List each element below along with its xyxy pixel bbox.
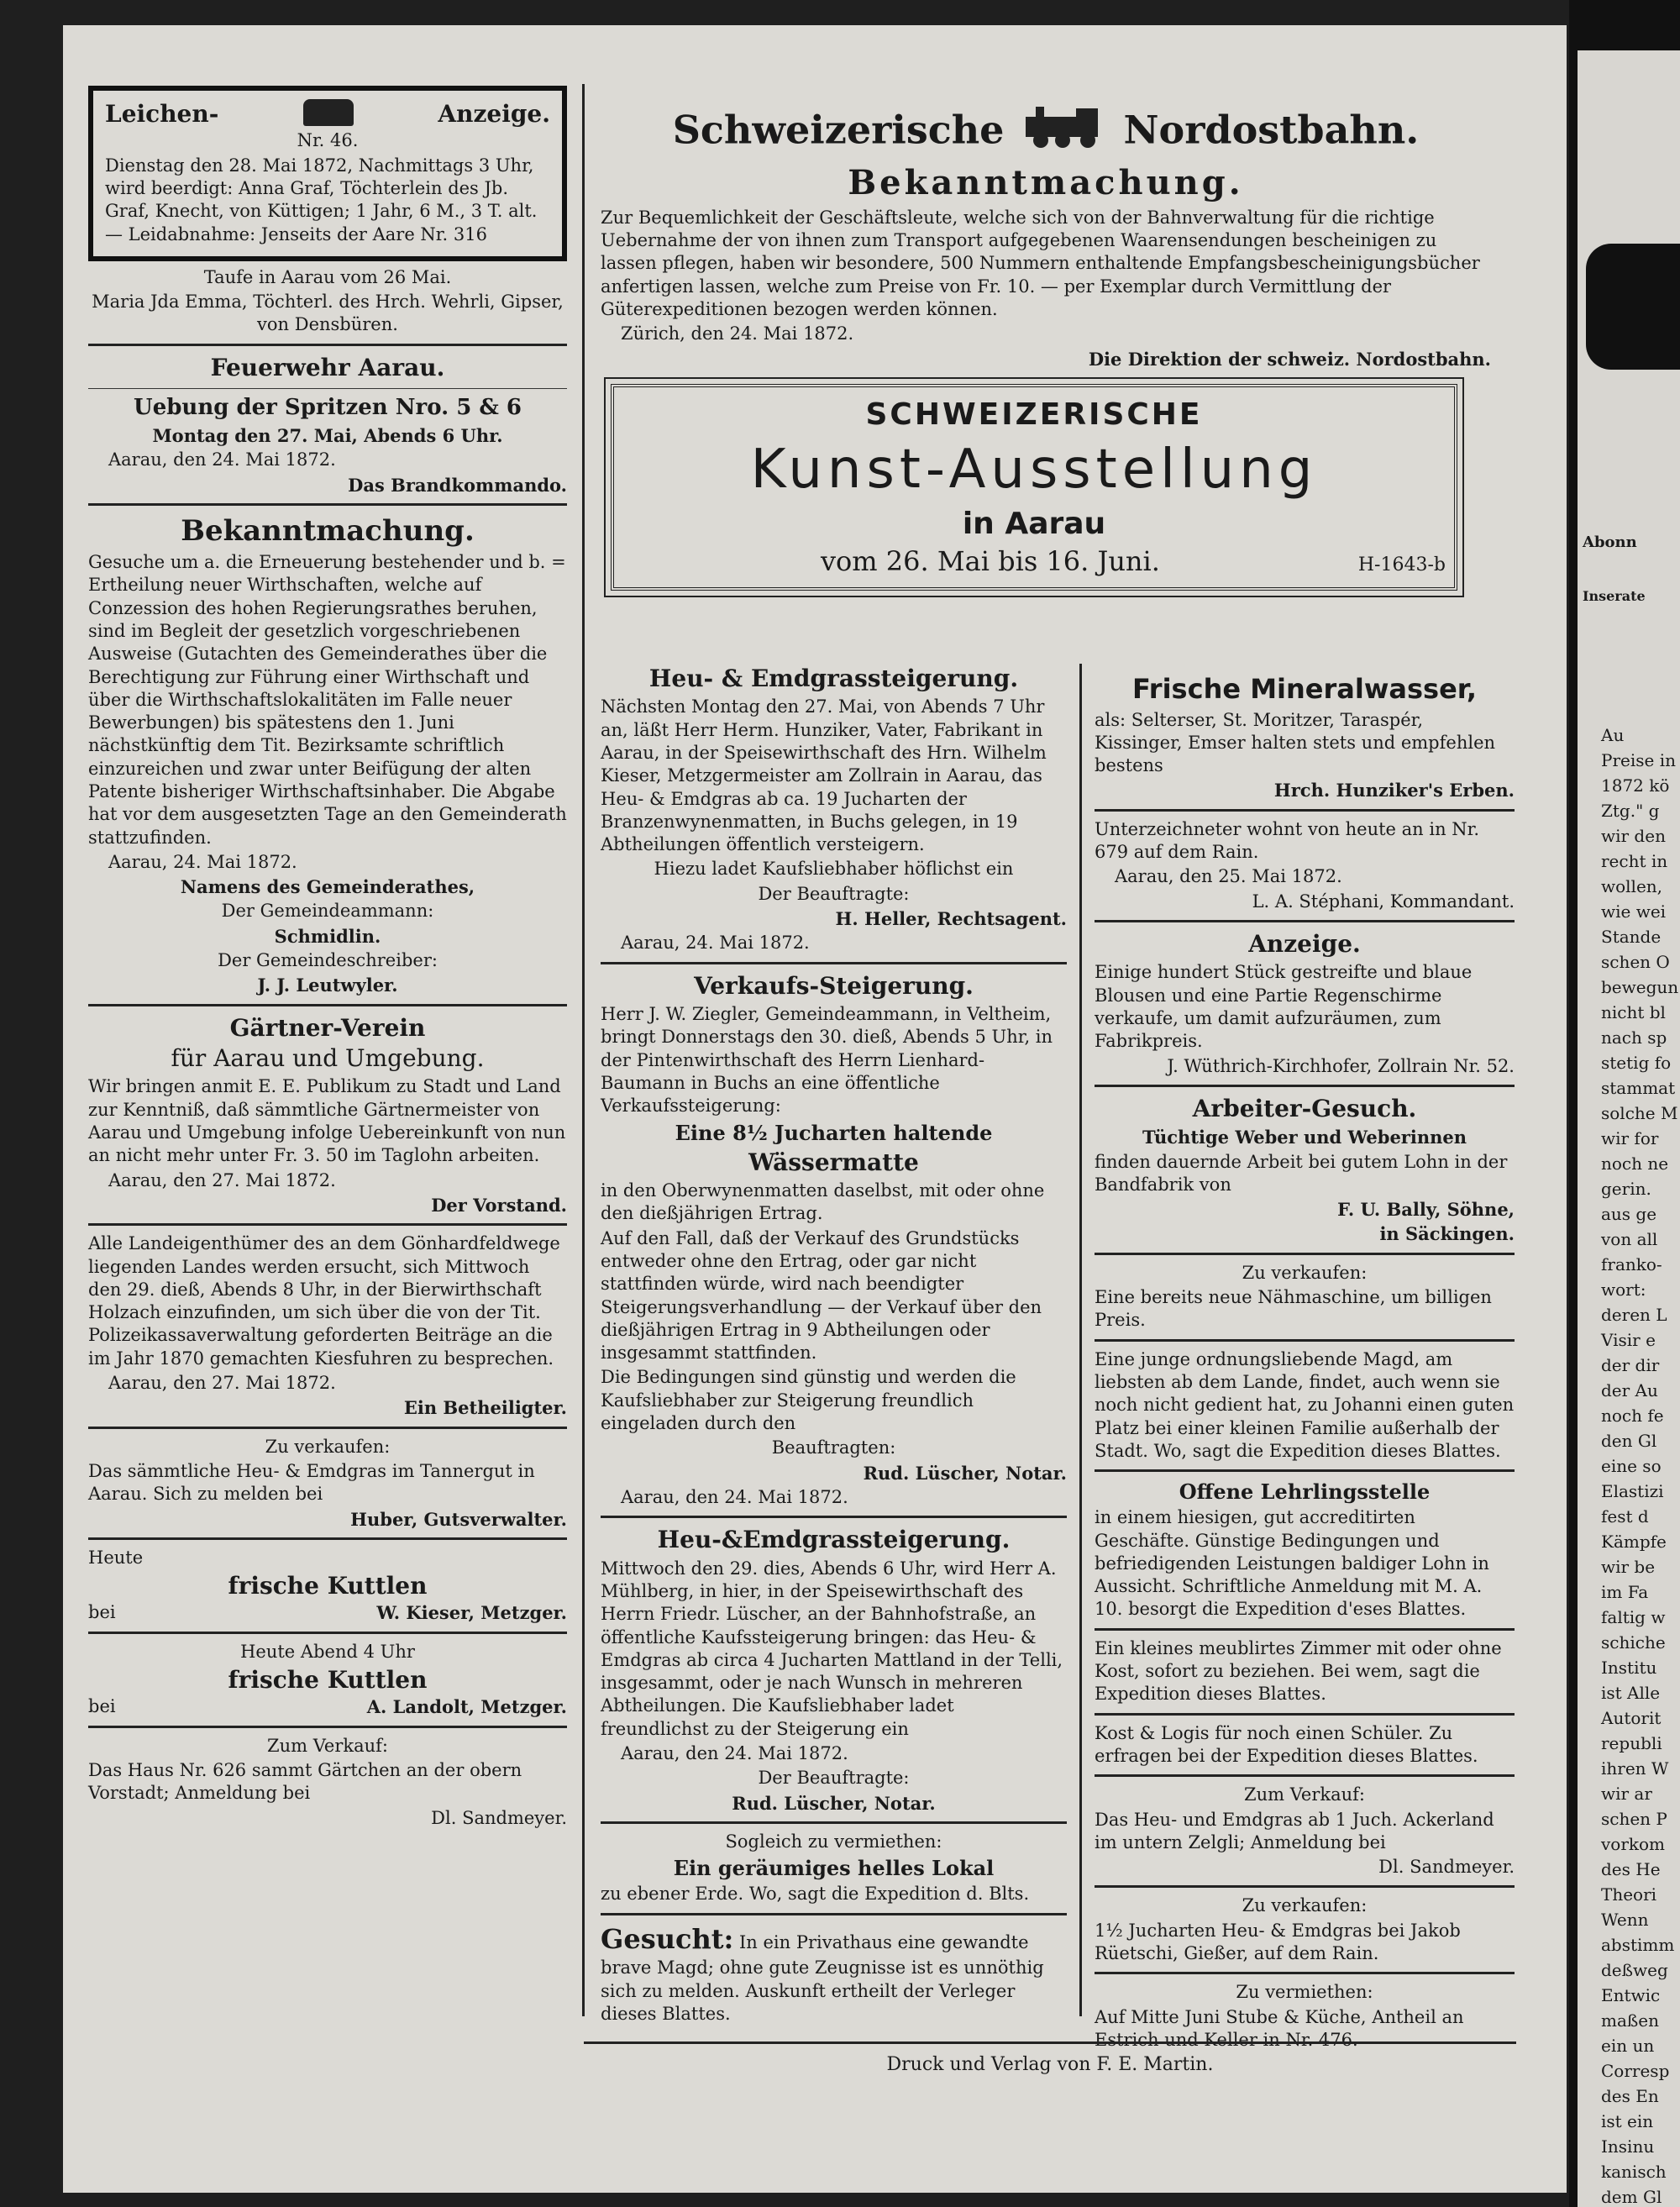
bek-n2: Der Gemeindeammann: [221, 901, 434, 922]
next-page-line: bewegun [1601, 977, 1679, 997]
verk2-sign: Dl. Sandmeyer. [1378, 1857, 1515, 1878]
next-page-line: fest d [1601, 1506, 1649, 1527]
lehr-text: in einem hiesigen, gut accreditirten Geschäfte. Günstige Bedingungen und befriedigenden Leistungen baldiger Lohn in Aussicht. Schriftliche Anmeldung mit M. A. 10. besorgt die Expedition d'eses Blattes. [1095, 1507, 1489, 1620]
next-page-line: deßweg [1601, 1960, 1668, 1980]
bek-date: Aarau, 24. Mai 1872. [108, 851, 297, 872]
next-page-line: stammat [1601, 1078, 1676, 1098]
nob-date: Zürich, den 24. Mai 1872. [621, 323, 854, 344]
lehr-title: Offene Lehrlingsstelle [1179, 1479, 1431, 1505]
anz-text: Einige hundert Stück gestreifte und blaue Blousen und eine Partie Regenschirme verkaufe, um damit aufzuräumen, zum Fabrikpreis. [1095, 962, 1473, 1052]
art-line4: vom 26. Mai bis 16. Juni. [820, 544, 1160, 577]
next-page-line: wort: [1601, 1280, 1646, 1300]
next-page-line: ist Alle [1601, 1683, 1661, 1703]
art-code: H-1643-b [1357, 554, 1446, 575]
naeh-title: Zu verkaufen: [1242, 1262, 1368, 1283]
vks-title: Verkaufs-Steigerung. [694, 971, 974, 1000]
kutt2-title: frische Kuttlen [228, 1666, 428, 1695]
next-page-line: Insinu [1601, 2136, 1655, 2157]
art-exhibition-box [611, 384, 1457, 591]
art-line1: SCHWEIZERISCHE [865, 397, 1203, 432]
next-page [1578, 50, 1680, 2207]
heu1-text: Nächsten Montag den 27. Mai, von Abends 7 Uhr an, läßt Herr Herm. Hunziker, Vater, Fabrikant in Aarau, in der Speisewirthschaft des Hrn. Wilhelm Kieser, Metzgermeister am Zollrain in Aarau, das Heu- & Emdgras ab ca. 19 Jucharten der Branzenwynenmatten, in Buchs gelegen, in 19 Abtheilungen öffentlich versteigern. [601, 696, 1047, 855]
next-page-line: schen O [1601, 952, 1670, 972]
next-page-line: des He [1601, 1859, 1661, 1879]
land-text: Alle Landeigenthümer des an dem Gönhardfeldwege liegenden Landes werden ersucht, sich Mittwoch den 29. dieß, Abends 8 Uhr, in der Bierwirthschaft Holzach einzufinden, um sich über die von der Tit. Polizeikassaverwaltung geforderten Beiträge an die im Jahr 1870 gemachten Kiesfuhren zu besprechen. [88, 1233, 560, 1369]
next-page-line: wollen, [1601, 876, 1663, 896]
next-page-line: vorkom [1601, 1834, 1666, 1854]
next-page-line: Corresp [1601, 2061, 1670, 2081]
verk1-text: Das sämmtliche Heu- & Emdgras im Tannergut in Aarau. Sich zu melden bei [88, 1460, 535, 1505]
verk2-title: Zum Verkauf: [1243, 1784, 1366, 1805]
kost-text: Kost & Logis für noch einen Schüler. Zu erfragen bei der Expedition dieses Blattes. [1095, 1722, 1478, 1766]
lokal-title: Sogleich zu vermiethen: [725, 1831, 942, 1852]
heu2-text: Mittwoch den 29. dies, Abends 6 Uhr, wird Herr A. Mühlberg, in hier, in der Speisewirthschaft des Herrn Friedr. Lüscher, an der Bahnhofstraße, an öffentliche Kaufssteigerung bringen: das Heu- & Emdgras ab circa 4 Jucharten Mattland in der Telli, insgesammt, oder je nach Wunsch in mehreren Abtheilungen. Die Kaufsliebhaber ladet freundlichst zu der Steigerung ein [601, 1558, 1063, 1739]
arb-sign2: in Säckingen. [1379, 1223, 1515, 1245]
next-page-line: Visir e [1601, 1330, 1656, 1350]
verk2-text: Das Heu- und Emdgras ab 1 Juch. Ackerland im untern Zelgli; Anmeldung bei [1095, 1809, 1494, 1852]
next-page-line: dem Gl [1601, 2187, 1662, 2207]
bek-n5: J. J. Leutwyler. [257, 975, 398, 996]
verk3-text: 1½ Jucharten Heu- & Emdgras bei Jakob Rüetschi, Gießer, auf dem Rain. [1095, 1920, 1461, 1964]
art-line3: in Aarau [962, 506, 1106, 541]
feuer-title: Feuerwehr Aarau. [210, 353, 445, 381]
vks-t3: Auf den Fall, daß der Verkauf des Grundstücks entweder ohne den Ertrag, oder gar nicht stattfinden würde, wird nach beendigter Steigerungsverhandlung — der Verkauf über den dießjährigen Ertrag in 9 Abtheilungen oder insgesammt stattfinden. [601, 1227, 1042, 1364]
column-divider [582, 84, 585, 2016]
verk3-title: Zu verkaufen: [1242, 1895, 1368, 1916]
footer-imprint: Druck und Verlag von F. E. Martin. [886, 2054, 1214, 2075]
next-page-line: wir den [1601, 826, 1666, 846]
vks-t4: Die Bedingungen sind günstig und werden die Kaufsliebhaber zur Steigerung freundlich eingeladen durch den [601, 1367, 1016, 1434]
heu2-title: Heu-&Emdgrassteigerung. [657, 1526, 1011, 1554]
heu2-t4: Rud. Lüscher, Notar. [732, 1792, 936, 1814]
gart-date: Aarau, den 27. Mai 1872. [108, 1169, 336, 1190]
haus-sign: Dl. Sandmeyer. [431, 1807, 567, 1828]
coffin-icon [303, 99, 354, 126]
next-page-line: wie wei [1601, 901, 1667, 922]
land-date: Aarau, den 27. Mai 1872. [108, 1373, 336, 1394]
feuer-date: Montag den 27. Mai, Abends 6 Uhr. [152, 424, 503, 446]
next-page-line: faltig w [1601, 1607, 1666, 1627]
next-page-line: wir be [1601, 1557, 1656, 1577]
right-column [1095, 672, 1515, 2053]
vks-t2: in den Oberwynenmatten daselbst, mit oder ohne den dießjährigen Ertrag. [601, 1180, 1045, 1224]
heu1-t2: Hiezu ladet Kaufsliebhaber höflichst ein [654, 859, 1014, 880]
next-page-line: Kämpfe [1601, 1532, 1667, 1552]
vks-t6: Rud. Lüscher, Notar. [863, 1462, 1067, 1484]
death-title-right: Anzeige. [438, 100, 550, 128]
next-page-line: aus ge [1601, 1204, 1657, 1224]
next-page-line: republi [1601, 1733, 1662, 1753]
next-page-line: solche M [1601, 1103, 1678, 1123]
stube-text: Auf Mitte Juni Stube & Küche, Antheil an Estrich und Keller in Nr. 476. [1095, 2006, 1464, 2050]
next-page-line: der dir [1601, 1355, 1660, 1375]
next-page-line: 1872 kö [1601, 775, 1670, 796]
next-page-line: wir for [1601, 1128, 1659, 1148]
bek-n3: Schmidlin. [274, 925, 381, 947]
death-text: Dienstag den 28. Mai 1872, Nachmittags 3 Uhr, wird beerdigt: Anna Graf, Töchterlein des Jb. Graf, Knecht, von Küttigen; 1 Jahr, 6 M., 3 T. alt. — Leidabnahme: Jenseits der Aare Nr. 316 [105, 155, 538, 244]
next-page-line: nicht bl [1601, 1002, 1666, 1022]
next-page-line: den Gl [1601, 1431, 1657, 1451]
vks-text: Herr J. W. Ziegler, Gemeindeammann, in Veltheim, bringt Donnerstags den 30. dieß, Abends 5 Uhr, in der Pintenwirthschaft des Herrn Lienhard-Baumann in Buchs an eine öffentliche Verkaufssteigerung: [601, 1004, 1053, 1117]
land-sign: Ein Betheiligter. [403, 1397, 567, 1419]
next-page-line: ihren W [1601, 1758, 1669, 1779]
locomotive-icon [1017, 105, 1110, 161]
death-notice [88, 86, 567, 261]
bek-text: Gesuche um a. die Erneuerung bestehender und b. = Ertheilung neuer Wirthschaften, welche auf Conzession des hohen Regierungsrathes beruhen, sind im Begleit der gesetzlich vorgeschriebenen Ausweise (Gutachten des Gemeinderathes über die Berechtigung zur Führung einer Wirthschaft und über die Wirthschaftslokalitäten im Falle neuer Bewerbungen) bis spätestens den 1. Juni nächstkünftig dem Tit. Bezirksamte schriftlich einzureichen und zwar unter Beifügung der alten Patente bisheriger Wirthschaftsinhaber. Die Abgabe hat vor dem ausgesetzten Tage an den Gemeinderath stattzufinden. [88, 552, 567, 848]
feuer-sub: Uebung der Spritzen Nro. 5 & 6 [134, 395, 522, 421]
verk1-sign: Huber, Gutsverwalter. [350, 1508, 567, 1530]
vks-date: Aarau, den 24. Mai 1872. [621, 1486, 848, 1507]
kutt1-sign: W. Kieser, Metzger. [376, 1602, 567, 1624]
anz-title: Anzeige. [1248, 929, 1361, 958]
next-page-ins: Inserate [1583, 588, 1646, 604]
arb-b1: Tüchtige Weber und Weberinnen [1142, 1127, 1467, 1148]
vks-b1: Eine 8½ Jucharten haltende [675, 1120, 993, 1145]
next-page-line: abstimm [1601, 1935, 1675, 1955]
vks-t5: Beauftragten: [771, 1437, 896, 1458]
feuer-sign: Das Brandkommando. [348, 474, 567, 496]
next-page-line: ist ein [1601, 2111, 1654, 2131]
next-page-line: von all [1601, 1229, 1658, 1249]
bek-n1: Namens des Gemeinderathes, [180, 876, 475, 898]
gart-text: Wir bringen anmit E. E. Publikum zu Stadt und Land zur Kenntniß, daß sämmtliche Gärtnermeister von Aarau und Umgebung infolge Uebereinkunft von nun an nicht mehr unter Fr. 3. 50 im Taglohn arbeiten. [88, 1076, 566, 1166]
heu1-t3: Der Beauftragte: [758, 883, 910, 904]
next-page-line: gerin. [1601, 1179, 1651, 1199]
kutt2-l1: Heute Abend 4 Uhr [240, 1641, 415, 1662]
next-page-line: ein un [1601, 2036, 1655, 2056]
death-nr: Nr. 46. [297, 130, 359, 151]
miner-title: Frische Mineralwasser, [1131, 673, 1478, 705]
next-page-abon: Abonn [1583, 533, 1637, 551]
next-page-line: recht in [1601, 851, 1668, 871]
next-page-line: Theori [1601, 1884, 1657, 1905]
verk1-title: Zu verkaufen: [265, 1436, 391, 1457]
next-page-line: Stande [1601, 927, 1662, 947]
miner-text: als: Selterser, St. Moritzer, Taraspér, Kissinger, Emser halten stets und empfehlen bestens [1095, 709, 1496, 776]
nob-title-left: Schweizerische [672, 107, 1005, 153]
heu2-date: Aarau, den 24. Mai 1872. [621, 1743, 848, 1764]
lokal-text: zu ebener Erde. Wo, sagt die Expedition d. Blts. [601, 1884, 1030, 1905]
bek-n4: Der Gemeindeschreiber: [218, 950, 438, 971]
art-line2: Kunst-Ausstellung [750, 438, 1318, 501]
next-page-line: des En [1601, 2086, 1659, 2106]
next-page-line: franko- [1601, 1254, 1662, 1274]
gart-title: Gärtner-Verein [229, 1013, 426, 1042]
kutt2-sign: A. Landolt, Metzger. [366, 1696, 567, 1718]
kutt1-bei: bei [88, 1602, 116, 1623]
next-page-line: wir ar [1601, 1784, 1652, 1804]
next-page-line: im Fa [1601, 1582, 1649, 1602]
next-page-line: Au [1601, 725, 1625, 745]
next-page-line: Preise in [1601, 750, 1676, 770]
next-page-line: der Au [1601, 1380, 1658, 1400]
stube-title: Zu vermiethen: [1236, 1982, 1373, 2003]
arb-title: Arbeiter-Gesuch. [1192, 1094, 1417, 1122]
bek-title: Bekanntmachung. [181, 513, 475, 548]
next-page-line: noch fe [1601, 1406, 1664, 1426]
gesucht-text: In ein Privathaus eine gewandte brave Magd; ohne gute Zeugnisse ist es unnöthig sich zu melden. Auskunft ertheilt der Verleger dieses Blattes. [601, 1931, 1044, 2024]
zimmer-text: Ein kleines meublirtes Zimmer mit oder ohne Kost, sofort zu beziehen. Bei wem, sagt die Expedition dieses Blattes. [1095, 1637, 1502, 1705]
arb-sign: F. U. Bally, Söhne, [1337, 1199, 1515, 1221]
next-page-line: Elastizi [1601, 1481, 1664, 1501]
lokal-b1: Ein geräumiges helles Lokal [673, 1856, 995, 1881]
next-page-line: Ztg." g [1601, 801, 1660, 821]
anz-sign: J. Wüthrich-Kirchhofer, Zollrain Nr. 52. [1167, 1055, 1515, 1076]
top-notice [601, 105, 1491, 591]
newspaper-page [63, 25, 1567, 2193]
gesucht-title: Gesucht: [601, 1922, 734, 1955]
next-page-line: schen P [1601, 1809, 1667, 1829]
next-page-line: Autorit [1601, 1708, 1662, 1728]
gart-sign: Der Vorstand. [431, 1194, 567, 1216]
naeh-text: Eine bereits neue Nähmaschine, um billigen Preis. [1095, 1287, 1492, 1331]
feuer-place: Aarau, den 24. Mai 1872. [108, 449, 336, 470]
wohnt-text: Unterzeichneter wohnt von heute an in Nr. 679 auf dem Rain. [1095, 818, 1480, 863]
death-title-left: Leichen- [105, 100, 219, 128]
taufe-text: Maria Jda Emma, Töchterl. des Hrch. Wehrli, Gipser, von Densbüren. [92, 292, 564, 335]
gart-sub: für Aarau und Umgebung. [171, 1044, 485, 1073]
arb-text: finden dauernde Arbeit bei gutem Lohn in der Bandfabrik von [1095, 1151, 1508, 1195]
next-page-line: noch ne [1601, 1153, 1669, 1174]
next-page-line: maßen [1601, 2010, 1659, 2031]
next-page-text [1601, 723, 1678, 2207]
miner-sign: Hrch. Hunziker's Erben. [1273, 780, 1515, 801]
nob-sign: Die Direktion der schweiz. Nordostbahn. [1088, 348, 1491, 370]
magd-text: Eine junge ordnungsliebende Magd, am liebsten ab dem Lande, findet, auch wenn sie noch nicht gedient hat, zu Johanni einen guten Platz bei einer kleinen Familie außerhalb der Stadt. Wo, sagt die Expedition dieses Blattes. [1095, 1348, 1515, 1461]
left-column [88, 86, 567, 1831]
wohnt-date: Aarau, den 25. Mai 1872. [1115, 866, 1342, 887]
next-page-line: nach sp [1601, 1027, 1667, 1048]
nob-title-right: Nordostbahn. [1123, 107, 1420, 153]
heu1-title: Heu- & Emdgrassteigerung. [648, 665, 1019, 692]
kutt2-bei: bei [88, 1696, 116, 1717]
heu2-t3: Der Beauftragte: [758, 1768, 910, 1789]
kutt1-title: frische Kuttlen [228, 1572, 428, 1600]
taufe-title: Taufe in Aarau vom 26 Mai. [203, 266, 452, 287]
vks-b2: Wässermatte [748, 1148, 919, 1176]
heu1-date: Aarau, 24. Mai 1872. [621, 933, 810, 954]
column-divider-2 [1079, 664, 1082, 2016]
nob-text: Zur Bequemlichkeit der Geschäftsleute, welche sich von der Bahnverwaltung für die richtige Uebernahme der von ihnen zum Transport aufgegebenen Waarensendungen bescheinigen zu lassen pflegen, haben wir besondere, 500 Nummern enthaltende Empfangsbescheinigungsbücher anfertigen lassen, welche zum Preise von Fr. 10. — per Exemplar durch Vermittlung der Güterexpeditionen bezogen werden können. [601, 207, 1480, 319]
next-page-line: Institu [1601, 1658, 1657, 1678]
next-page-line: deren L [1601, 1305, 1667, 1325]
haus-text: Das Haus Nr. 626 sammt Gärtchen an der obern Vorstadt; Anmeldung bei [88, 1760, 522, 1804]
next-page-line: Entwic [1601, 1985, 1661, 2005]
next-page-line: schiche [1601, 1632, 1666, 1653]
next-page-line: Wenn [1601, 1910, 1649, 1930]
next-page-line: stetig fo [1601, 1053, 1672, 1073]
haus-title: Zum Verkauf: [266, 1735, 389, 1756]
nob-sub: Bekanntmachung. [848, 162, 1244, 202]
next-page-line: kanisch [1601, 2162, 1667, 2182]
next-page-line: eine so [1601, 1456, 1662, 1476]
middle-column [601, 664, 1067, 2027]
next-page-masthead-fragment [1586, 244, 1680, 370]
wohnt-sign: L. A. Stéphani, Kommandant. [1252, 891, 1515, 912]
kutt1-l1: Heute [88, 1547, 144, 1568]
heu1-t4: H. Heller, Rechtsagent. [835, 908, 1067, 930]
